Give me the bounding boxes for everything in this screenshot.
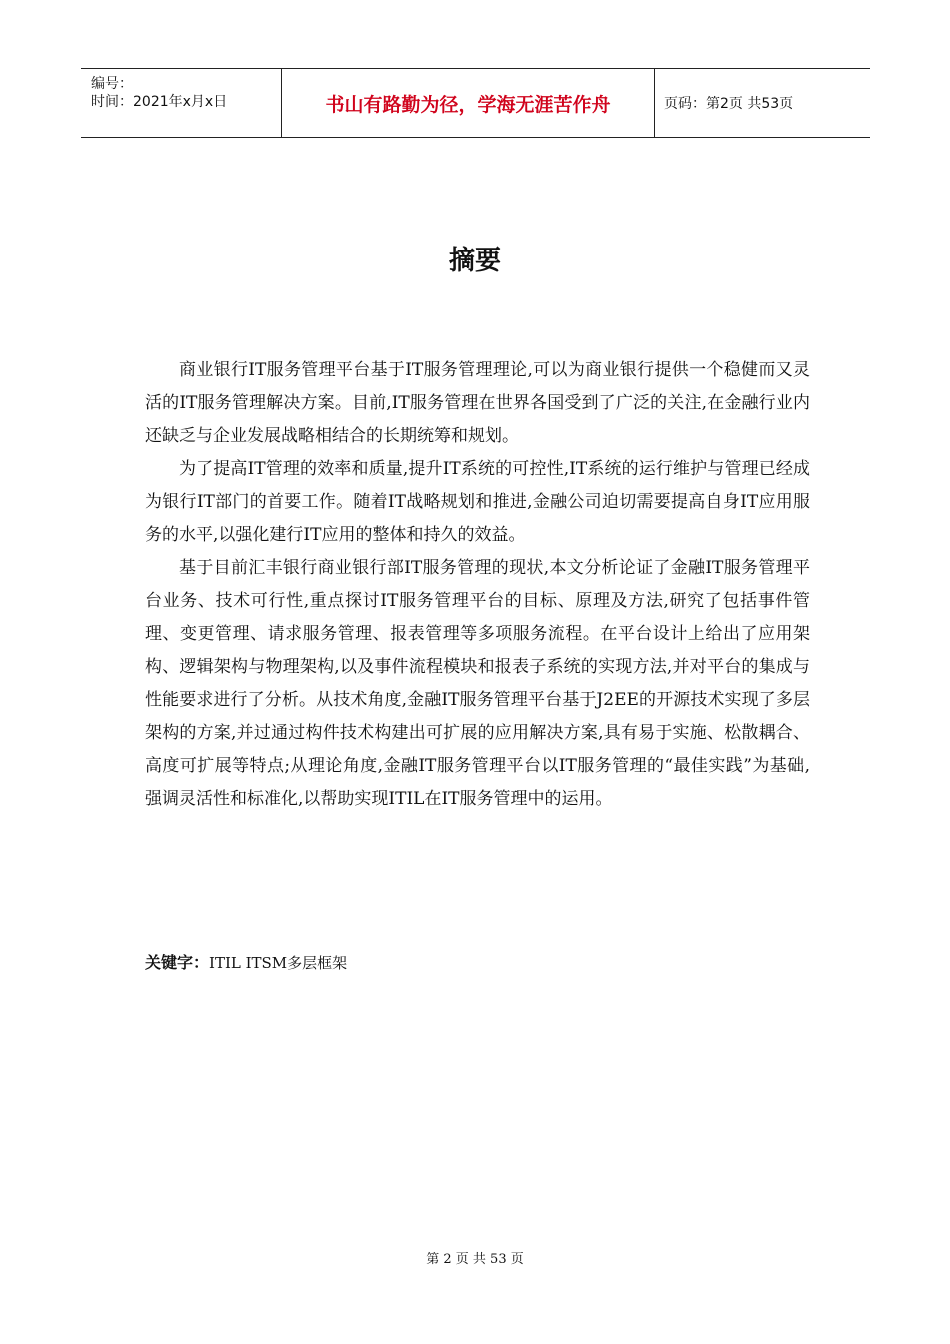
abstract-body xyxy=(145,354,810,816)
header-number-label: 编号： xyxy=(91,76,133,92)
keywords-line xyxy=(145,950,347,973)
keywords-label: 关键字： xyxy=(145,953,210,972)
document-header xyxy=(81,68,870,138)
header-meta-cell xyxy=(81,69,282,137)
header-motto: 书山有路勤为径，学海无涯苦作舟 xyxy=(282,69,655,137)
abstract-paragraph-2: 为了提高IT管理的效率和质量,提升IT系统的可控性,IT系统的运行维护与管理已经成为银行IT部门的首要工作。随着IT战略规划和推进,金融公司迫切需要提高自身IT应用服务的水平,以强化建行IT应用的整体和持久的效益。 xyxy=(145,459,810,545)
page-footer: 第 2 页 共 53 页 xyxy=(426,1252,524,1267)
header-page-info: 页码：第2页 共53页 xyxy=(664,96,794,112)
page-title: 摘要 xyxy=(448,246,501,276)
abstract-paragraph-1: 商业银行IT服务管理平台基于IT服务管理理论,可以为商业银行提供一个稳健而又灵活的IT服务管理解决方案。目前,IT服务管理在世界各国受到了广泛的关注,在金融行业内还缺乏与企业发展战略相结合的长期统筹和规划。 xyxy=(145,360,810,446)
header-date: 时间：2021年x月x日 xyxy=(91,94,228,110)
keywords-value: ITIL ITSM多层框架 xyxy=(209,954,348,972)
abstract-paragraph-3: 基于目前汇丰银行商业银行部IT服务管理的现状,本文分析论证了金融IT服务管理平台业务、技术可行性,重点探讨IT服务管理平台的目标、原理及方法,研究了包括事件管理、变更管理、请求服务管理、报表管理等多项服务流程。在平台设计上给出了应用架构、逻辑架构与物理架构,以及事件流程模块和报表子系统的实现方法,并对平台的集成与性能要求进行了分析。从技术角度,金融IT服务管理平台基于J2EE的开源技术实现了多层架构的方案,并过通过构件技术构建出可扩展的应用解决方案,具有易于实施、松散耦合、高度可扩展等特点;从理论角度,金融IT服务管理平台以IT服务管理的“最佳实践”为基础,强调灵活性和标准化,以帮助实现ITIL在IT服务管理中的运用。 xyxy=(145,558,810,809)
